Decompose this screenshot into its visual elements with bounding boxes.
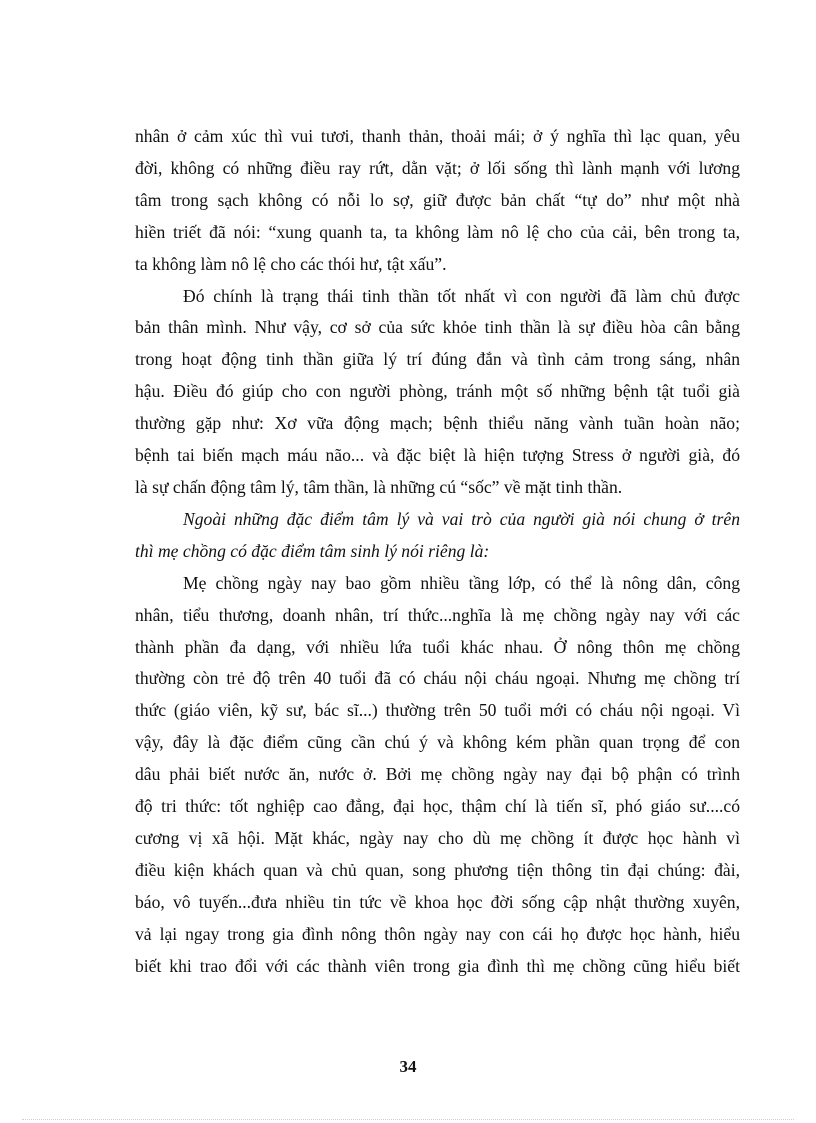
text-line: báo, vô tuyến...đưa nhiều tin tức về khoa học đời sống cập nhật thường xuyên, (135, 891, 740, 912)
text-line: điều kiện khách quan và chủ quan, song phương tiện thông tin đại chúng: đài, (135, 859, 740, 880)
text-line: thường còn trẻ độ trên 40 tuổi đã có cháu nội cháu ngoại. Nhưng mẹ chồng trí (135, 668, 740, 689)
text-line: Đó chính là trạng thái tinh thần tốt nhất vì con người đã làm chủ được (183, 285, 740, 306)
text-line: thì mẹ chồng có đặc điểm tâm sinh lý nói riêng là: (135, 540, 490, 561)
text-line: Ngoài những đặc điểm tâm lý và vai trò của người già nói chung ở trên (183, 508, 740, 529)
text-line: ta không làm nô lệ cho các thói hư, tật xấu”. (135, 253, 447, 274)
page-number: 34 (399, 1057, 417, 1076)
text-line: thành phần đa dạng, với nhiều lứa tuổi khác nhau. Ở nông thôn mẹ chồng (135, 636, 740, 657)
text-line: là sự chấn động tâm lý, tâm thần, là những cú “sốc” về mặt tinh thần. (135, 476, 623, 497)
text-line: tâm trong sạch không có nỗi lo sợ, giữ được bản chất “tự do” như một nhà (135, 189, 740, 210)
text-line: vậy, đây là đặc điểm cũng cần chú ý và không kém phần quan trọng để con (135, 732, 740, 753)
text-line: độ tri thức: tốt nghiệp cao đẳng, đại học, thậm chí là tiến sĩ, phó giáo sư....có (135, 796, 740, 817)
paragraph-2 (135, 281, 740, 504)
text-line: nhân, tiểu thương, doanh nhân, trí thức...nghĩa là mẹ chồng ngày nay với các (135, 604, 740, 625)
text-line: bản thân mình. Như vậy, cơ sở của sức khỏe tinh thần là sự điều hòa cân bằng (135, 317, 740, 338)
text-line: đời, không có những điều ray rứt, dằn vặt; ở lối sống thì lành mạnh với lương (135, 157, 740, 178)
paragraph-3-italic (135, 504, 740, 568)
text-line: vả lại ngay trong gia đình nông thôn ngày nay con cái họ được học hành, hiểu (135, 923, 740, 944)
page-body (135, 121, 740, 982)
text-line: dâu phải biết nước ăn, nước ở. Bởi mẹ chồng ngày nay đại bộ phận có trình (135, 764, 740, 785)
text-line: thức (giáo viên, kỹ sư, bác sĩ...) thường trên 50 tuổi mới có cháu nội ngoại. Vì (135, 700, 740, 721)
paragraph-4 (135, 568, 740, 983)
text-line: hậu. Điều đó giúp cho con người phòng, tránh một số những bệnh tật tuổi già (135, 381, 740, 402)
text-line: biết khi trao đổi với các thành viên trong gia đình thì mẹ chồng cũng hiểu biết (135, 955, 740, 976)
text-line: bệnh tai biến mạch máu não... và đặc biệt là hiện tượng Stress ở người già, đó (135, 445, 740, 466)
paragraph-1 (135, 121, 740, 281)
text-line: Mẹ chồng ngày nay bao gồm nhiều tầng lớp, có thể là nông dân, công (183, 572, 740, 593)
text-line: hiền triết đã nói: “xung quanh ta, ta không làm nô lệ cho của cải, bên trong ta, (135, 221, 740, 242)
text-line: trong hoạt động tinh thần giữa lý trí đúng đắn và tình cảm trong sáng, nhân (135, 349, 740, 370)
page-bottom-divider (22, 1119, 794, 1120)
text-line: cương vị xã hội. Mặt khác, ngày nay cho dù mẹ chồng ít được học hành vì (135, 827, 740, 848)
text-line: thường gặp như: Xơ vữa động mạch; bệnh thiểu năng vành tuần hoàn não; (135, 413, 740, 434)
text-line: nhân ở cảm xúc thì vui tươi, thanh thản, thoải mái; ở ý nghĩa thì lạc quan, yêu (135, 126, 740, 146)
